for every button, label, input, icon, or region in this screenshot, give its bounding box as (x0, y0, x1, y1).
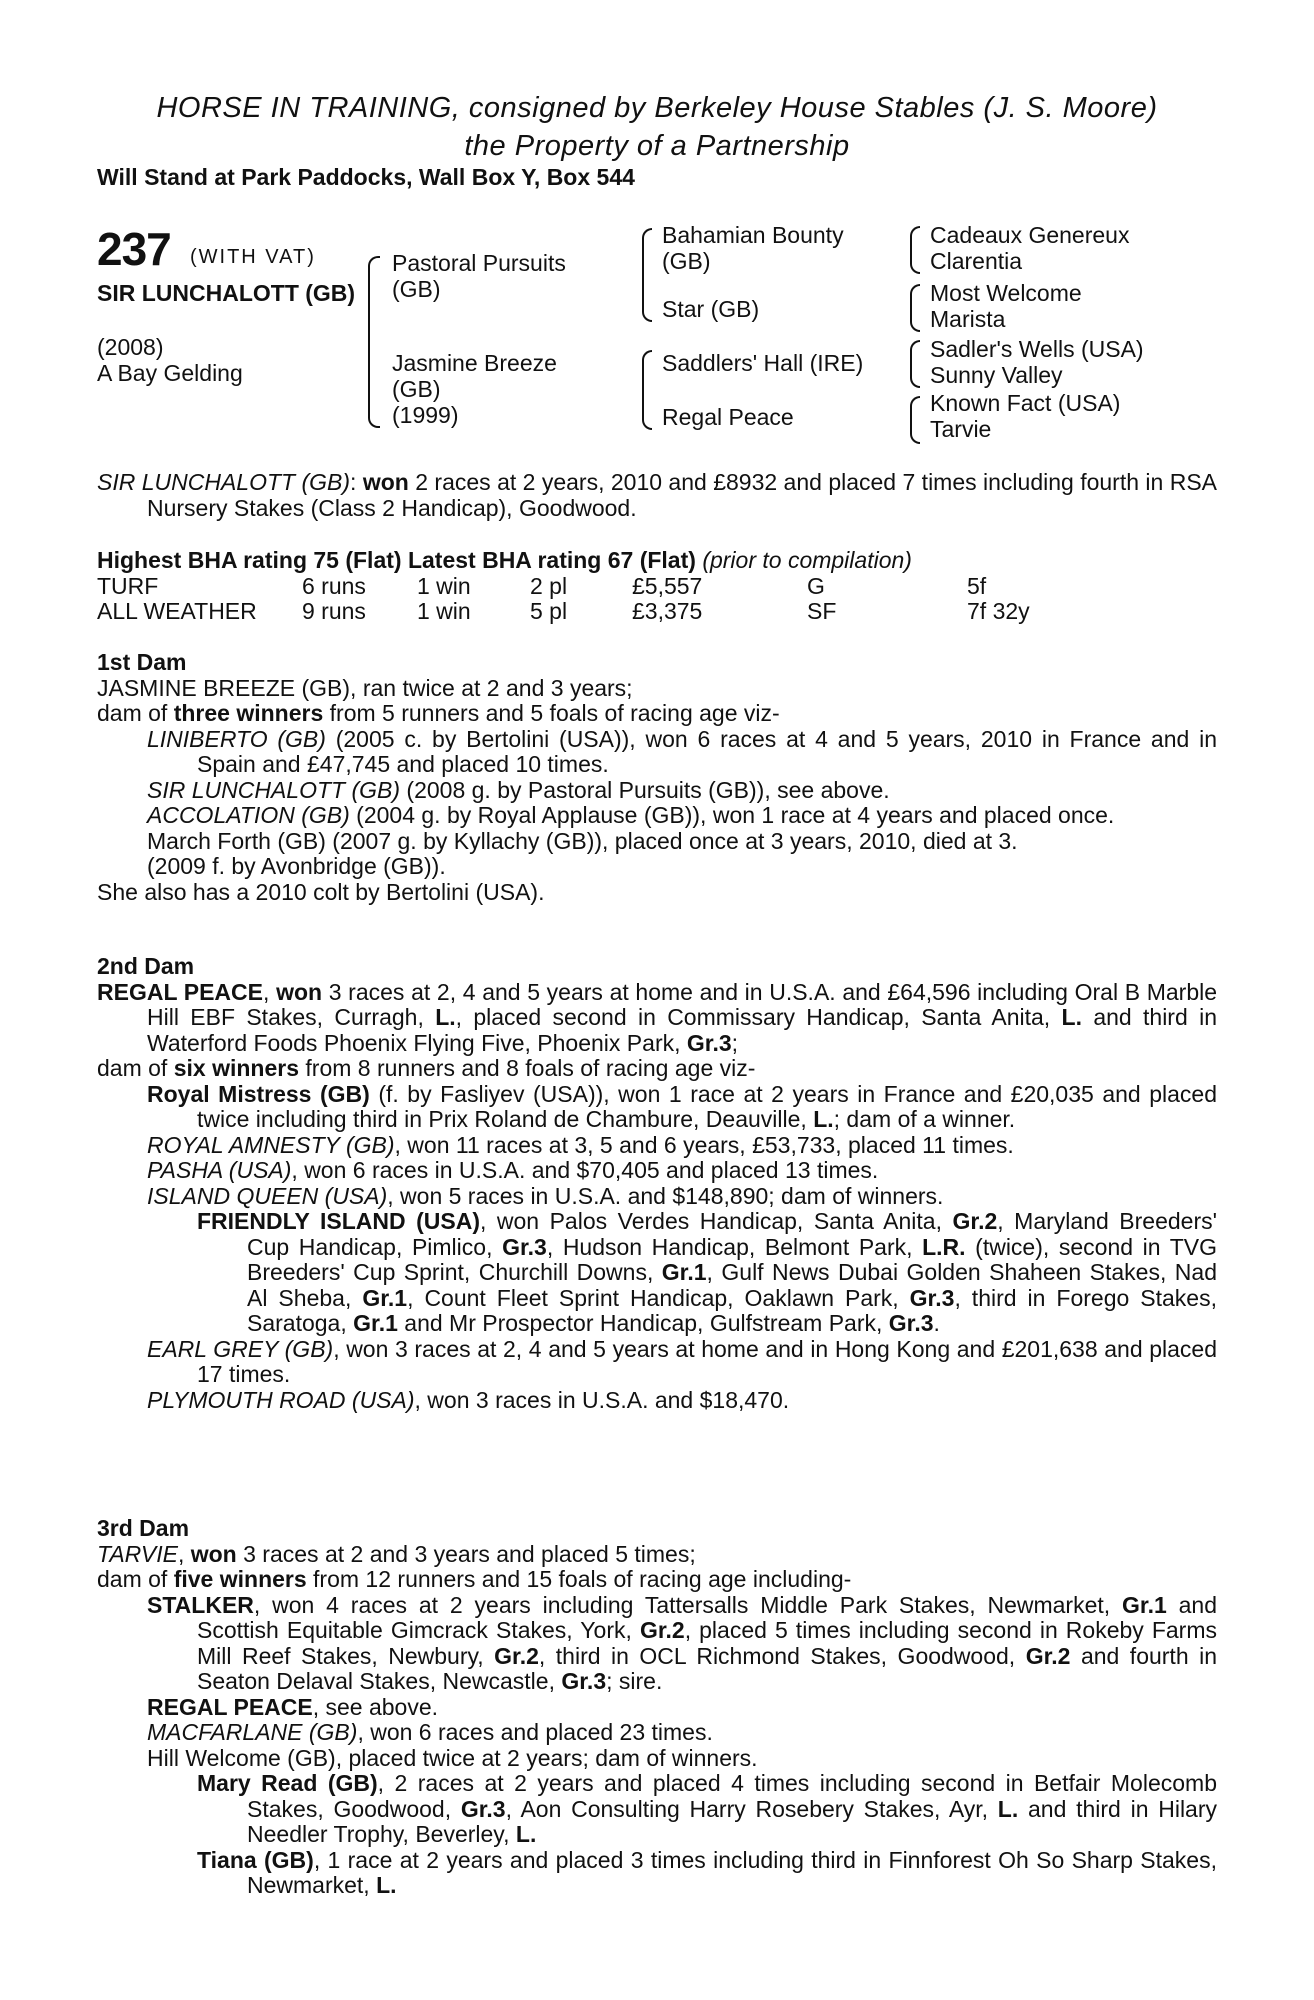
lot-number: 237 (97, 223, 171, 275)
dam-of-dam: Regal Peace (662, 404, 794, 430)
progeny-text: (2008 g. by Pastoral Pursuits (GB)), see above. (400, 776, 890, 803)
progeny-entry (97, 1337, 1217, 1388)
progeny-text: , third in Forego Stakes, Saratoga, (247, 1284, 1217, 1336)
stat-placed: 5 pl (530, 598, 568, 624)
progeny-name: MACFARLANE (GB) (147, 1719, 358, 1745)
ratings-section (97, 548, 1217, 625)
progeny-entry (97, 1158, 1217, 1184)
winners-count: six winners (173, 1055, 299, 1081)
progeny-text: (2009 f. by Avonbridge (GB)). (147, 853, 446, 879)
group-mark: Gr.1 (362, 1284, 408, 1311)
progeny-name: Royal Mistress (GB) (147, 1080, 370, 1107)
progeny-name: Mary Read (GB) (197, 1770, 378, 1796)
progeny-name: EARL GREY (GB) (147, 1335, 334, 1362)
dam-name: REGAL PEACE (97, 978, 263, 1005)
dam-text: dam of (97, 700, 174, 726)
progeny-name: ISLAND QUEEN (USA) (147, 1182, 388, 1209)
stat-wins: 1 win (417, 598, 471, 624)
won-label: won (190, 1540, 237, 1567)
progeny-entry (97, 1184, 1217, 1210)
progeny-text: , placed 5 times including second in Rokeby Farms Mill Reef Stakes, Newbury, (197, 1617, 1217, 1669)
group-mark: Gr.1 (353, 1310, 398, 1336)
progeny-text: , Maryland Breeders' Cup Handicap, Pimlico, (247, 1208, 1218, 1260)
dam-text: and third in Waterford Foods Phoenix Flying Five, Phoenix Park, (147, 1004, 1217, 1056)
progeny-text: , won 4 races at 2 years including Tattersalls Middle Park Stakes, Newmarket, (253, 1591, 1123, 1618)
progeny-entry (97, 1771, 1217, 1848)
group-mark: Gr.3 (888, 1310, 934, 1336)
first-dam-section (97, 650, 1217, 905)
progeny-name: Tiana (GB) (197, 1846, 314, 1873)
progeny-entry (97, 1209, 1217, 1337)
ancestor-ddd: Tarvie (930, 416, 992, 442)
pedigree-brace (642, 228, 652, 322)
progeny-entry (97, 829, 1217, 855)
pedigree-brace (368, 256, 380, 428)
group-mark: Gr.2 (494, 1642, 539, 1669)
dam-text: dam of (97, 1055, 174, 1081)
property-heading: the Property of a Partnership (464, 130, 850, 162)
group-mark: Gr.2 (952, 1208, 998, 1234)
bha-ratings: Highest BHA rating 75 (Flat) Latest BHA rating 67 (Flat) (97, 547, 696, 573)
dam-text: dam of (97, 1566, 174, 1592)
section-title: 3rd Dam (97, 1515, 190, 1541)
group-mark: Gr.3 (686, 1029, 732, 1056)
listed-mark: L. (997, 1795, 1019, 1822)
progeny-entry (97, 727, 1217, 778)
stat-distance: 5f (967, 572, 987, 599)
progeny-entry (97, 1593, 1217, 1695)
progeny-entry (97, 803, 1217, 829)
ancestor-sds: Most Welcome (930, 280, 1082, 306)
progeny-entry (97, 778, 1217, 804)
listed-mark: L. (1061, 1004, 1082, 1030)
progeny-text: , third in OCL Richmond Stakes, Goodwood, (538, 1642, 1026, 1669)
progeny-text: , won 5 races in U.S.A. and $148,890; dam of winners. (387, 1182, 944, 1209)
ancestor-ssd: Clarentia (930, 248, 1023, 274)
progeny-text: (f. by Fasliyev (USA)), won 1 race at 2 years in France and £20,035 and placed twice including third in Prix Roland de Chambure, Deauville, (197, 1080, 1218, 1132)
progeny-name: FRIENDLY ISLAND (USA) (197, 1208, 480, 1234)
dam-text: from 12 runners and 15 foals of racing age including- (306, 1566, 852, 1592)
progeny-text: , Count Fleet Sprint Handicap, Oaklawn Park, (407, 1284, 910, 1311)
progeny-text: ; sire. (606, 1668, 663, 1694)
progeny-text: and Scottish Equitable Gimcrack Stakes, York, (197, 1591, 1217, 1643)
listed-mark: L. (376, 1872, 397, 1898)
consignor-heading: HORSE IN TRAINING, consigned by Berkeley House Stables (J. S. Moore) (156, 92, 1158, 124)
progeny-entry (97, 1695, 1217, 1721)
stat-runs: 6 runs (302, 572, 366, 599)
group-mark: Gr.1 (661, 1259, 707, 1285)
group-mark: Gr.1 (1122, 1591, 1167, 1618)
progeny-text: , won 3 races at 2, 4 and 5 years at home and in Hong Kong and £201,638 and placed 17 times. (197, 1335, 1217, 1387)
group-mark: Gr.2 (1025, 1642, 1071, 1669)
progeny-text: and fourth in Seaton Delaval Stakes, Newcastle, (197, 1642, 1217, 1694)
progeny-text: , won 6 races in U.S.A. and $70,405 and placed 13 times. (291, 1157, 879, 1183)
dam-text: from 5 runners and 5 foals of racing age viz- (323, 700, 780, 726)
stat-prize: £3,375 (632, 598, 703, 624)
stat-going: SF (807, 598, 837, 624)
horse-name: SIR LUNCHALOTT (GB) (97, 280, 356, 306)
dam-line (97, 701, 1217, 727)
dam-of-sire: Star (GB) (662, 296, 760, 322)
progeny-text: (2005 c. by Bertolini (USA)), won 6 races at 4 and 5 years, 2010 in France and in Spain and £47,745 and placed 10 times. (197, 725, 1217, 777)
dam-name: TARVIE (97, 1540, 178, 1567)
stat-distance: 7f 32y (967, 598, 1030, 624)
dam-line (97, 676, 1217, 702)
listed-mark: L.R. (922, 1233, 966, 1260)
stand-location: Will Stand at Park Paddocks, Wall Box Y, Box 544 (97, 164, 635, 190)
progeny-text: , won 6 races and placed 23 times. (357, 1719, 713, 1745)
won-label: won (362, 469, 409, 495)
table-row (97, 599, 1030, 625)
group-mark: Gr.3 (561, 1668, 607, 1694)
group-mark: Gr.3 (502, 1233, 547, 1260)
progeny-name: PASHA (USA) (147, 1157, 292, 1183)
dam-year: (1999) (392, 402, 459, 428)
ancestor-sss: Cadeaux Genereux (930, 222, 1130, 248)
progeny-text: ; dam of a winner. (833, 1106, 1016, 1132)
dam-text: 3 races at 2, 4 and 5 years at home and in U.S.A. and £64,596 including Oral B Marble Hill EBF Stakes, Curragh, (147, 978, 1218, 1030)
progeny-text: and third in Hilary Needler Trophy, Beverley, (247, 1795, 1218, 1847)
dam-text: 3 races at 2 and 3 years and placed 5 times; (236, 1540, 696, 1567)
progeny-text: . (933, 1310, 940, 1336)
dam-name: Jasmine Breeze (392, 350, 557, 376)
stat-placed: 2 pl (530, 572, 568, 599)
dam-text: JASMINE BREEZE (GB), ran twice at 2 and 3 years; (97, 674, 633, 701)
progeny-text: , see above. (312, 1693, 439, 1720)
dam-line: REGAL PEACE, won 3 races at 2, 4 and 5 years at home and in U.S.A. and £64,596 including Oral B Marble Hill EBF Stakes, Curragh, L., placed second in Commissary Handicap, Santa Anita, L. and third in Waterford Foods Phoenix Flying Five, Phoenix Park, Gr.3; (97, 978, 1218, 1056)
progeny-name: LINIBERTO (GB) (147, 725, 326, 752)
progeny-text: (twice), second in TVG Breeders' Cup Sprint, Churchill Downs, (247, 1233, 1217, 1285)
sire-of-sire: Bahamian Bounty (GB) (662, 222, 844, 274)
progeny-entry (97, 1388, 1217, 1414)
progeny-text: , Aon Consulting Harry Rosebery Stakes, Ayr, (505, 1795, 998, 1822)
dam-line: TARVIE, won 3 races at 2 and 3 years and placed 5 times; (97, 1540, 696, 1567)
progeny-entry (97, 1133, 1217, 1159)
progeny-entry (97, 1720, 1217, 1746)
progeny-text: , won 3 races in U.S.A. and $18,470. (414, 1386, 790, 1413)
pedigree-brace (910, 340, 920, 388)
listed-mark: L. (435, 1004, 456, 1030)
third-dam-section (97, 1516, 1217, 1899)
group-mark: Gr.3 (460, 1795, 506, 1822)
stat-runs: 9 runs (302, 598, 366, 624)
progeny-text: Hill Welcome (GB), placed twice at 2 years; dam of winners. (147, 1744, 758, 1771)
group-mark: Gr.2 (639, 1617, 685, 1643)
dam-country: (GB) (392, 376, 441, 402)
dam-line (97, 1567, 1217, 1593)
summary-text: 2 races at 2 years, 2010 and £8932 and placed 7 times including fourth in RSA Nursery Stakes (Class 2 Handicap), Goodwood. (147, 469, 1218, 521)
progeny-text: , 2 races at 2 years and placed 4 times including second in Betfair Molecomb Stakes, Goodwood, (247, 1770, 1217, 1822)
pedigree-brace (910, 396, 920, 444)
progeny-text: and Mr Prospector Handicap, Gulfstream Park, (397, 1310, 889, 1336)
winners-count: three winners (173, 700, 324, 726)
progeny-name: ROYAL AMNESTY (GB) (147, 1131, 395, 1158)
stat-surface: TURF (97, 572, 159, 599)
ratings-note: (prior to compilation) (702, 547, 912, 573)
progeny-text: (2004 g. by Royal Applause (GB)), won 1 race at 4 years and placed once. (349, 802, 1115, 828)
progeny-text: March Forth (GB) (2007 g. by Kyllachy (GB)), placed once at 3 years, 2010, died at 3. (147, 827, 1018, 854)
stat-going: G (807, 572, 825, 599)
foaling-year: (2008) (97, 334, 164, 360)
progeny-name: SIR LUNCHALOTT (GB) (147, 776, 401, 803)
dam-text: She also has a 2010 colt by Bertolini (USA). (97, 878, 545, 905)
sire-of-dam: Saddlers' Hall (IRE) (662, 350, 864, 376)
progeny-name: PLYMOUTH ROAD (USA) (147, 1386, 415, 1413)
stat-surface: ALL WEATHER (97, 598, 257, 624)
progeny-name: REGAL PEACE (147, 1693, 313, 1720)
progeny-text: , 1 race at 2 years and placed 3 times including third in Finnforest Oh So Sharp Stakes, Newmarket, (247, 1846, 1217, 1898)
group-mark: Gr.3 (909, 1284, 955, 1311)
pedigree-brace (910, 284, 920, 332)
sire: Pastoral Pursuits (GB) (392, 250, 566, 302)
ancestor-dss: Sadler's Wells (USA) (930, 336, 1144, 362)
pedigree-brace (642, 350, 652, 430)
horse-description: A Bay Gelding (97, 360, 243, 386)
horse-details (97, 334, 243, 386)
ancestor-dds: Known Fact (USA) (930, 390, 1121, 416)
ancestor-dsd: Sunny Valley (930, 362, 1063, 388)
vat-note: (WITH VAT) (190, 246, 316, 268)
progeny-entry (97, 854, 1217, 880)
second-dam-section (97, 954, 1217, 1413)
stats-table (97, 574, 1030, 625)
dam-line (97, 1056, 1217, 1082)
section-title: 1st Dam (97, 649, 187, 675)
stat-wins: 1 win (417, 572, 471, 599)
pedigree-brace (910, 226, 920, 274)
progeny-name: STALKER (147, 1591, 254, 1618)
ancestor-sdd: Marista (930, 306, 1006, 332)
listed-mark: L. (515, 1821, 537, 1847)
stat-prize: £5,557 (632, 572, 703, 599)
won-label: won (276, 978, 323, 1005)
progeny-entry (97, 1082, 1217, 1133)
progeny-entry (97, 1746, 1217, 1772)
summary-horse-name: SIR LUNCHALOTT (GB) (97, 469, 351, 495)
table-row (97, 574, 1030, 600)
progeny-text: , Gulf News Dubai Golden Shaheen Stakes, Nad Al Sheba, (247, 1259, 1217, 1311)
dam-text: , placed second in Commissary Handicap, Santa Anita, (455, 1004, 1062, 1030)
progeny-entry (97, 1848, 1217, 1899)
progeny-text: , won Palos Verdes Handicap, Santa Anita, (479, 1208, 953, 1234)
listed-mark: L. (813, 1106, 834, 1132)
progeny-text: , won 11 races at 3, 5 and 6 years, £53,733, placed 11 times. (394, 1131, 1014, 1158)
progeny-text: , Hudson Handicap, Belmont Park, (546, 1233, 923, 1260)
dam-line (97, 880, 1217, 906)
dam-text: from 8 runners and 8 foals of racing age viz- (299, 1055, 756, 1081)
dam-text: ; (731, 1029, 739, 1056)
race-summary: SIR LUNCHALOTT (GB): won 2 races at 2 years, 2010 and £8932 and placed 7 times including fourth in RSA Nursery Stakes (Class 2 Handicap), Goodwood. (97, 469, 1218, 521)
progeny-name: ACCOLATION (GB) (147, 802, 350, 828)
winners-count: five winners (173, 1566, 307, 1592)
section-title: 2nd Dam (97, 953, 195, 979)
